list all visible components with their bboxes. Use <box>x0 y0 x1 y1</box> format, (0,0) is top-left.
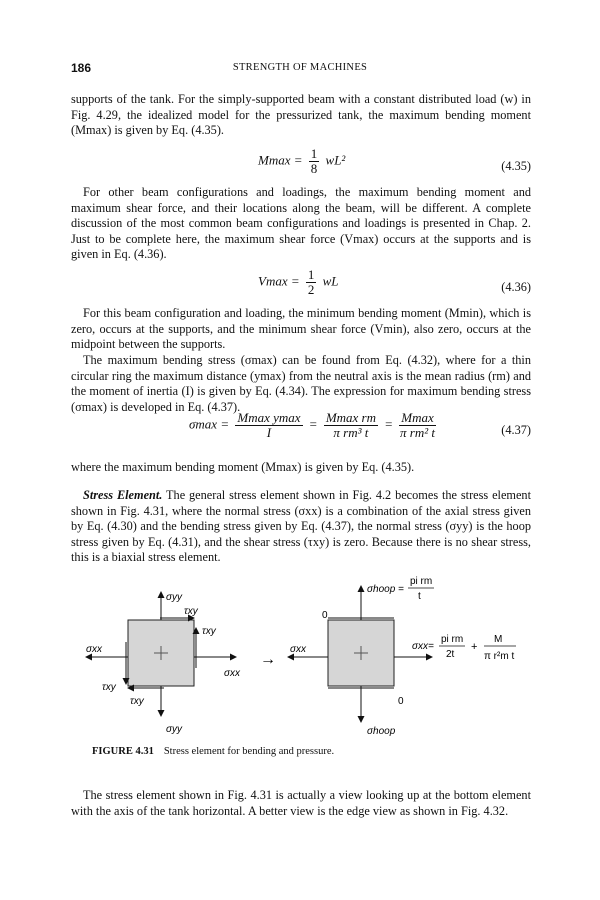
right-sxx-right-label: σxx= <box>412 641 434 652</box>
right-zero-bottom: 0 <box>398 696 404 707</box>
eq435-rhs: wL² <box>325 152 346 168</box>
eq436-num: 1 <box>307 267 315 282</box>
left-syy-top-label: σyy <box>166 592 183 603</box>
right-sxx-plus: + <box>471 641 478 653</box>
figure-caption <box>92 746 334 757</box>
eq437-number: (4.37) <box>501 423 531 437</box>
left-sxx-right-label: σxx <box>224 668 241 679</box>
eq437-f1-den: I <box>266 425 272 440</box>
right-sxx-f2-num: M <box>494 634 503 645</box>
eq437-lhs: σmax <box>189 416 218 432</box>
eq436-number: (4.36) <box>501 280 531 294</box>
figure-caption-text: Stress element for bending and pressure. <box>163 746 335 757</box>
eq435-num: 1 <box>310 146 318 161</box>
eq435-number: (4.35) <box>501 159 531 173</box>
figure-4-31 <box>60 572 540 742</box>
eq437-f1-num: Mmax ymax <box>237 410 301 425</box>
left-stress-element <box>86 592 241 735</box>
paragraph-3: For this beam configuration and loading, the minimum bending moment (Mmin), which is zero, occurs at the supports, and the minimum shear force (Vmin), also zero, occurs at the midpoint between the supports. <box>71 306 531 352</box>
paragraph-4: The maximum bending stress (σmax) can be found from Eq. (4.32), where for a thin circular ring the maximum distance (ymax) from the neutral axis is the mean radius (rm) and the moment of inertia (I) is given by Eq. (4.34). The expression for maximum bending stress (σmax) is developed in Eq. (4.37). <box>71 353 531 414</box>
left-txy-top-label: τxy <box>184 606 198 617</box>
eq437-fraction-3 <box>399 411 436 440</box>
paragraph-5: where the maximum bending moment (Mmax) is given by Eq. (4.35). <box>71 460 415 474</box>
left-sxx-left-label: σxx <box>86 644 103 655</box>
eq437-fraction-2 <box>324 411 378 440</box>
eq435-den: 8 <box>310 161 318 176</box>
equation-4-37: σmax = $\frac{\text{Mmax ymax}}{I}$ = $\frac{\text{Mmax rm}}{\text{π rm³ t}}$ = $\frac{Mmax}{\text{π rm² t}}$ (4.37) <box>189 410 531 440</box>
right-zero-top: 0 <box>322 610 328 621</box>
transition-arrow: → <box>260 651 276 668</box>
eq436-den: 2 <box>307 282 315 297</box>
eq436-lhs: Vmax <box>258 273 288 289</box>
left-txy-bottom-label: τxy <box>130 696 144 707</box>
paragraph-6-body: The general stress element shown in Fig. 4.2 becomes the stress element shown in Fig. 4.31, where the normal stress (σxx) is a combination of the axial stress given by Eq. (4.30) and the bending stress given by Eq. (4.37), the normal stress (σyy) is the hoop stress given by Eq. (4.31), and the shear stress (τxy) is zero. Because there is no shear stress, this is a biaxial stress element. <box>71 488 531 565</box>
left-txy-left-label: τxy <box>102 682 116 693</box>
eq437-f3-num: Mmax <box>401 410 434 425</box>
equation-4-36: Vmax = $\frac{1}{2}$ wL (4.36) <box>258 267 531 297</box>
right-sxx-f1-num: pi rm <box>441 634 464 645</box>
paragraph-1: supports of the tank. For the simply-supported beam with a constant distributed load (w) in Fig. 4.29, the idealized model for the pressurized tank, the maximum bending moment (Mmax) is given by Eq. (4.35). <box>71 92 531 138</box>
left-txy-right-label: τxy <box>202 626 216 637</box>
paragraph-7: The stress element shown in Fig. 4.31 is actually a view looking up at the bottom element with the axis of the tank horizontal. A better view is the edge view as shown in Fig. 4.32. <box>71 788 531 818</box>
figure-caption-label: FIGURE 4.31 <box>92 746 154 757</box>
stress-element-heading: Stress Element. <box>83 488 163 502</box>
right-sxx-f2-den: π r²m t <box>484 651 515 662</box>
eq437-fraction-1 <box>235 411 302 440</box>
running-title: STRENGTH OF MACHINES <box>232 62 368 73</box>
left-syy-bottom-label: σyy <box>166 724 183 735</box>
paragraph-6 <box>71 488 531 566</box>
equation-4-35: Mmax = $\frac{1}{8}$ wL² (4.35) <box>258 146 531 176</box>
right-stress-element <box>288 576 516 737</box>
right-hoop-bottom-label: σhoop <box>367 726 396 737</box>
right-sxx-f1-den: 2t <box>446 649 455 660</box>
paragraph-2: For other beam configurations and loadings, the maximum bending moment and maximum shear force, and their locations along the beam, will be different. A complete discussion of the most common beam configurations and loadings is presented in Chap. 2. Just to be complete here, the maximum shear force (Vmax) occurs at the supports and is given in Eq. (4.36). <box>71 185 531 262</box>
eq436-rhs: wL <box>322 273 339 289</box>
eq437-f3-den: π rm² t <box>400 425 436 440</box>
eq435-fraction <box>309 147 320 176</box>
eq437-f2-den: π rm³ t <box>333 425 369 440</box>
eq436-fraction <box>306 268 317 297</box>
right-hoop-num: pi rm <box>410 576 433 587</box>
right-hoop-den: t <box>418 591 421 602</box>
eq435-lhs: Mmax <box>258 152 291 168</box>
page-number: 186 <box>71 61 92 75</box>
eq437-f2-num: Mmax rm <box>325 410 376 425</box>
right-hoop-label: σhoop = <box>367 584 404 595</box>
right-sxx-left-label: σxx <box>290 644 307 655</box>
